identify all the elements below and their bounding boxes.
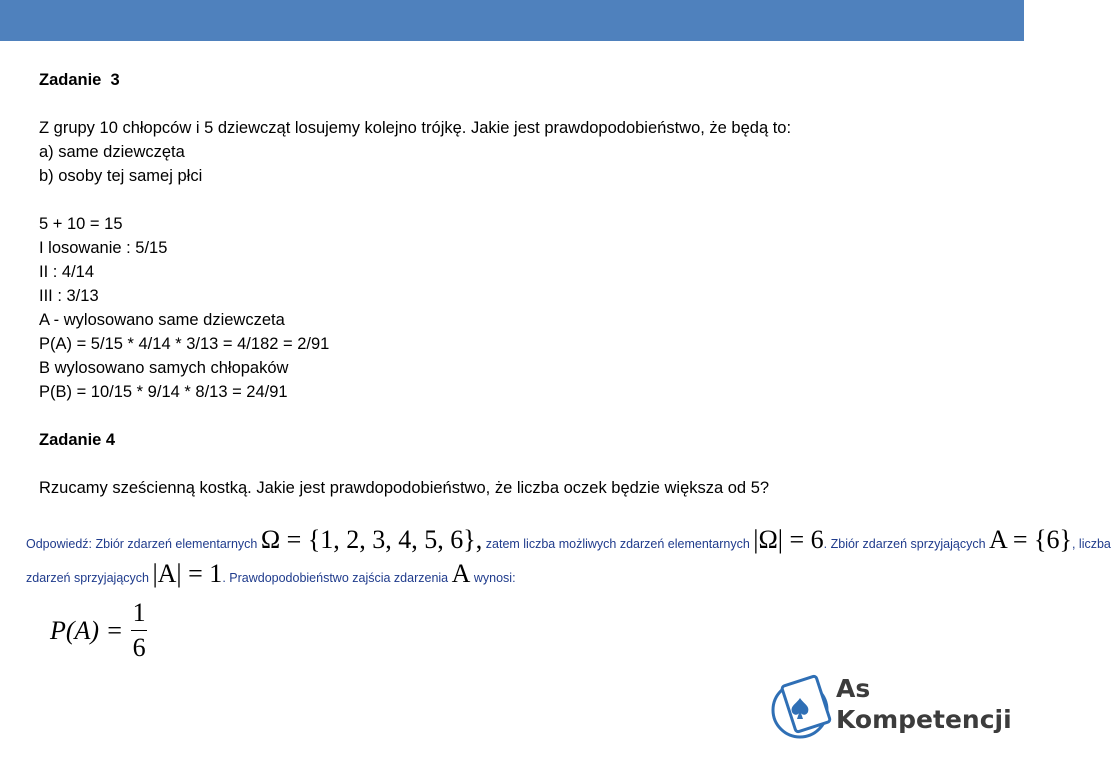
slide-content xyxy=(39,68,999,500)
logo-line-2: Kompetencji xyxy=(836,705,1012,734)
a-cardinality: |A| = 1 xyxy=(152,559,223,588)
task3-title: Zadanie 3 xyxy=(39,71,120,89)
answer-row-2 xyxy=(26,559,516,589)
logo xyxy=(770,672,1012,752)
formula-lhs: P(A) = xyxy=(50,615,124,645)
probability-formula xyxy=(50,598,147,663)
answer-text: . Prawdopodobieństwo zajścia zdarzenia xyxy=(222,571,452,585)
a-symbol: A xyxy=(451,559,471,588)
solution-line: II : 4/14 xyxy=(39,263,95,281)
omega-cardinality: |Ω| = 6 xyxy=(753,525,824,554)
solution-line: 5 + 10 = 15 xyxy=(39,215,123,233)
fraction-bar xyxy=(131,630,147,631)
solution-line: P(B) = 10/15 * 9/14 * 8/13 = 24/91 xyxy=(39,383,288,401)
task3-option-b: b) osoby tej samej płci xyxy=(39,167,203,185)
answer-row-1 xyxy=(26,525,1111,555)
a-set: A = {6} xyxy=(989,525,1072,554)
header-bar xyxy=(0,0,1024,41)
solution-line: III : 3/13 xyxy=(39,287,99,305)
task3-option-a: a) same dziewczęta xyxy=(39,143,185,161)
task3-question: Z grupy 10 chłopców i 5 dziewcząt losujemy kolejno trójkę. Jakie jest prawdopodobieństwo, że będą to: xyxy=(39,119,792,137)
fraction xyxy=(131,598,147,663)
task4-question: Rzucamy sześcienną kostką. Jakie jest prawdopodobieństwo, że liczba oczek będzie większa od 5? xyxy=(39,479,770,497)
logo-text xyxy=(836,674,1012,736)
solution-line: A - wylosowano same dziewczeta xyxy=(39,311,285,329)
answer-text: , liczba xyxy=(1071,537,1111,551)
solution-line: I losowanie : 5/15 xyxy=(39,239,168,257)
spade-card-icon xyxy=(770,672,834,746)
answer-text: Odpowiedź: Zbiór zdarzeń elementarnych xyxy=(26,537,261,551)
answer-text: . Zbiór zdarzeń sprzyjających xyxy=(823,537,989,551)
task4-title: Zadanie 4 xyxy=(39,431,116,449)
logo-line-1: As xyxy=(836,674,871,703)
solution-line: B wylosowano samych chłopaków xyxy=(39,359,289,377)
answer-text: zdarzeń sprzyjających xyxy=(26,571,153,585)
fraction-numerator: 1 xyxy=(132,598,146,627)
solution-line: P(A) = 5/15 * 4/14 * 3/13 = 4/182 = 2/91 xyxy=(39,335,330,353)
omega-set: Ω = {1, 2, 3, 4, 5, 6}, xyxy=(260,525,483,554)
answer-text: wynosi: xyxy=(470,571,516,585)
fraction-denominator: 6 xyxy=(132,633,146,662)
answer-text: zatem liczba możliwych zdarzeń elementarnych xyxy=(482,537,754,551)
